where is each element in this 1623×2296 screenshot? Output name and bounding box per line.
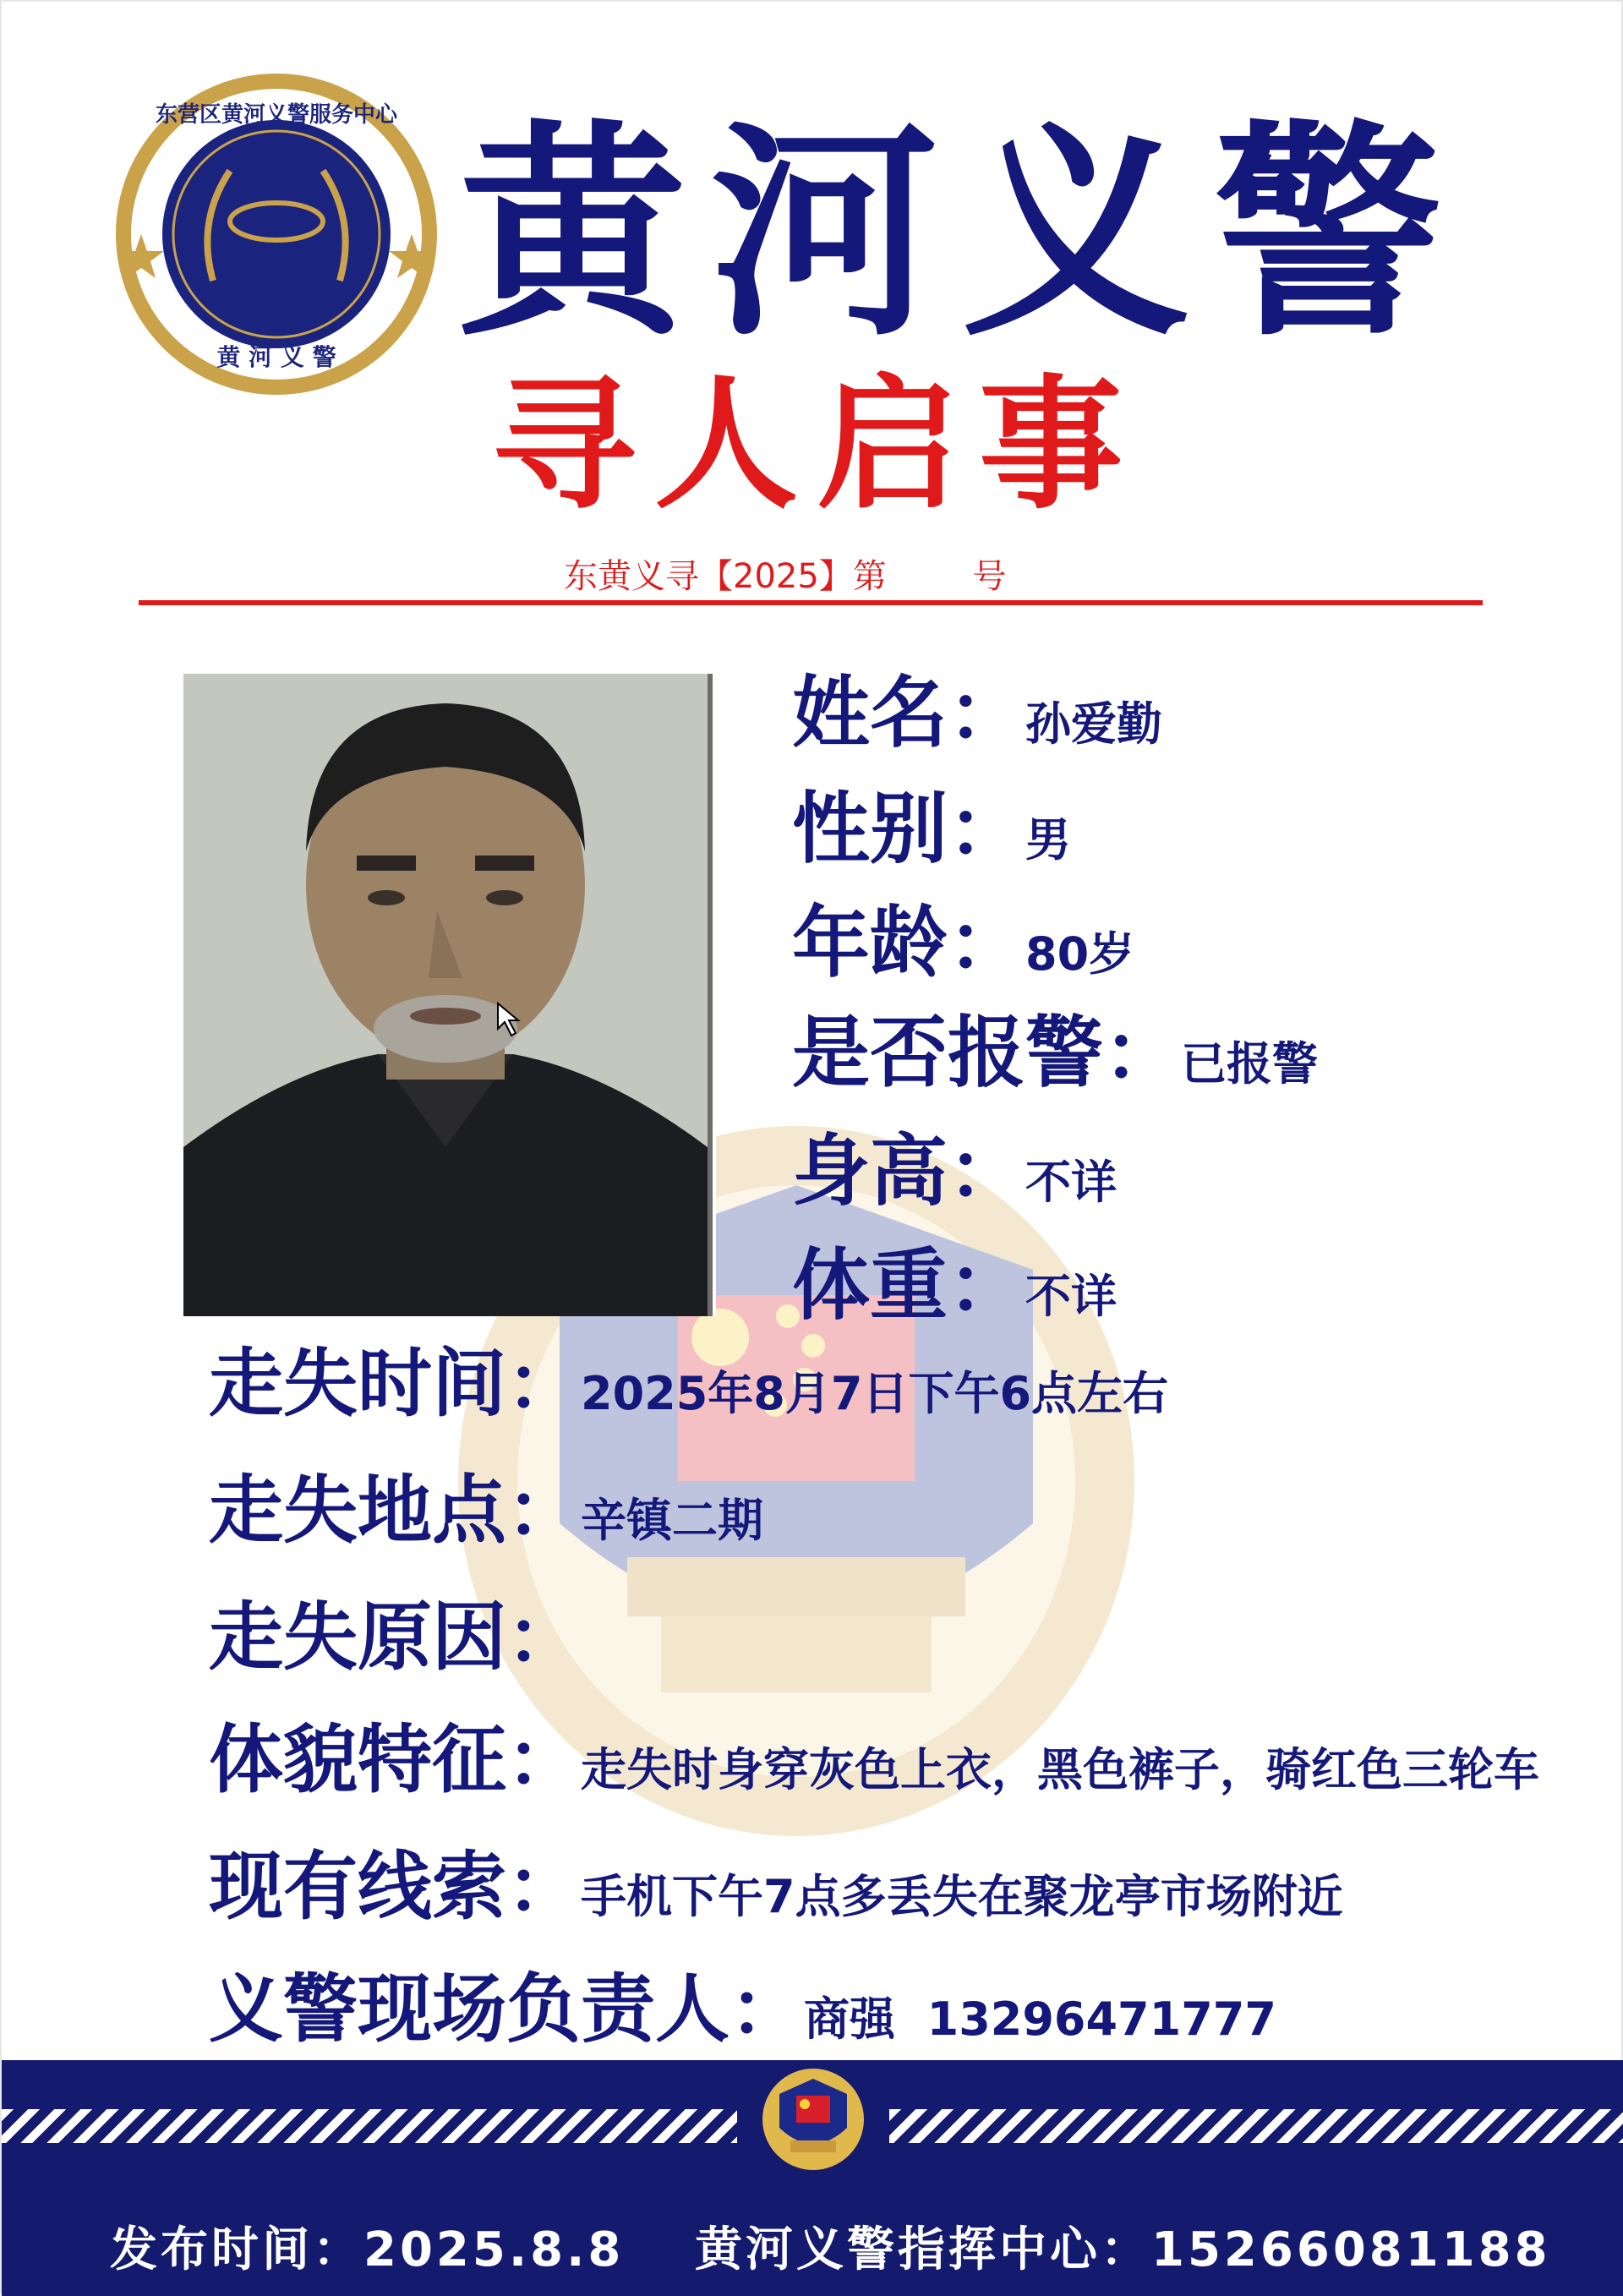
gender-field — [792, 767, 1071, 878]
reported-value: 已报警 — [1181, 1037, 1319, 1091]
features-label: 体貌特征： — [209, 1716, 582, 1803]
command-center-phone: 15266081188 — [1151, 2222, 1551, 2277]
name-label: 姓名： — [792, 668, 1026, 758]
weight-label: 体重： — [792, 1240, 1026, 1331]
missing-time-value: 2025年8月7日下午6点左右 — [581, 1367, 1169, 1420]
name-value: 孙爱勤 — [1025, 697, 1163, 751]
weight-value: 不详 — [1025, 1270, 1118, 1323]
command-center-info — [695, 2221, 1551, 2280]
command-center-label: 黄河义警指挥中心： — [695, 2222, 1151, 2277]
height-value: 不详 — [1025, 1156, 1118, 1209]
police-emblem-icon — [758, 2060, 868, 2178]
contact-field — [209, 1950, 1276, 2057]
notice-subtitle: 寻人启事 — [492, 362, 1142, 529]
logo-ring-text: 东营区黄河义警服务中心 — [155, 102, 398, 128]
publish-info — [110, 2221, 624, 2280]
missing-time-field — [209, 1325, 1168, 1431]
gender-label: 性别： — [792, 784, 1026, 874]
clues-field — [209, 1828, 1343, 1934]
name-field — [792, 651, 1162, 763]
publish-date: 2025.8.8 — [363, 2222, 625, 2277]
contact-label: 义警现场负责人： — [209, 1965, 805, 2053]
clues-label: 现有线索： — [209, 1843, 582, 1930]
gender-value: 男 — [1025, 813, 1072, 866]
missing-reason-label: 走失原因： — [209, 1594, 582, 1681]
missing-place-field — [209, 1451, 763, 1558]
missing-reason-field — [209, 1578, 581, 1685]
missing-place-value: 辛镇二期 — [581, 1494, 764, 1547]
police-volunteer-badge-icon — [112, 69, 441, 399]
age-field — [792, 881, 1134, 992]
missing-time-label: 走失时间： — [209, 1340, 582, 1427]
missing-place-label: 走失地点： — [209, 1467, 582, 1554]
height-field — [792, 1109, 1117, 1221]
features-value: 走失时身穿灰色上衣，黑色裤子，骑红色三轮车 — [581, 1743, 1540, 1796]
logo-bottom-text: 黄 河 义 警 — [216, 343, 336, 371]
height-label: 身高： — [792, 1126, 1026, 1216]
missing-person-photo — [183, 674, 708, 1316]
publish-label: 发布时间： — [110, 2222, 363, 2277]
clues-value: 手机下午7点多丢失在聚龙亭市场附近 — [581, 1870, 1343, 1923]
reported-field — [792, 991, 1318, 1102]
contact-value: 商强 13296471777 — [804, 1993, 1276, 2046]
chevron-band-right — [889, 2109, 1623, 2143]
footer-bar — [2, 2060, 1623, 2296]
chevron-band-left — [2, 2109, 737, 2143]
age-value: 80岁 — [1025, 927, 1135, 981]
main-title: 黄河义警 — [458, 101, 1466, 367]
divider-line — [139, 600, 1483, 605]
document-number: 东黄义寻【2025】第 号 — [564, 557, 1007, 596]
features-field — [209, 1701, 1539, 1807]
weight-field — [792, 1223, 1117, 1335]
reported-label: 是否报警： — [792, 1008, 1182, 1098]
age-label: 年龄： — [792, 898, 1026, 988]
